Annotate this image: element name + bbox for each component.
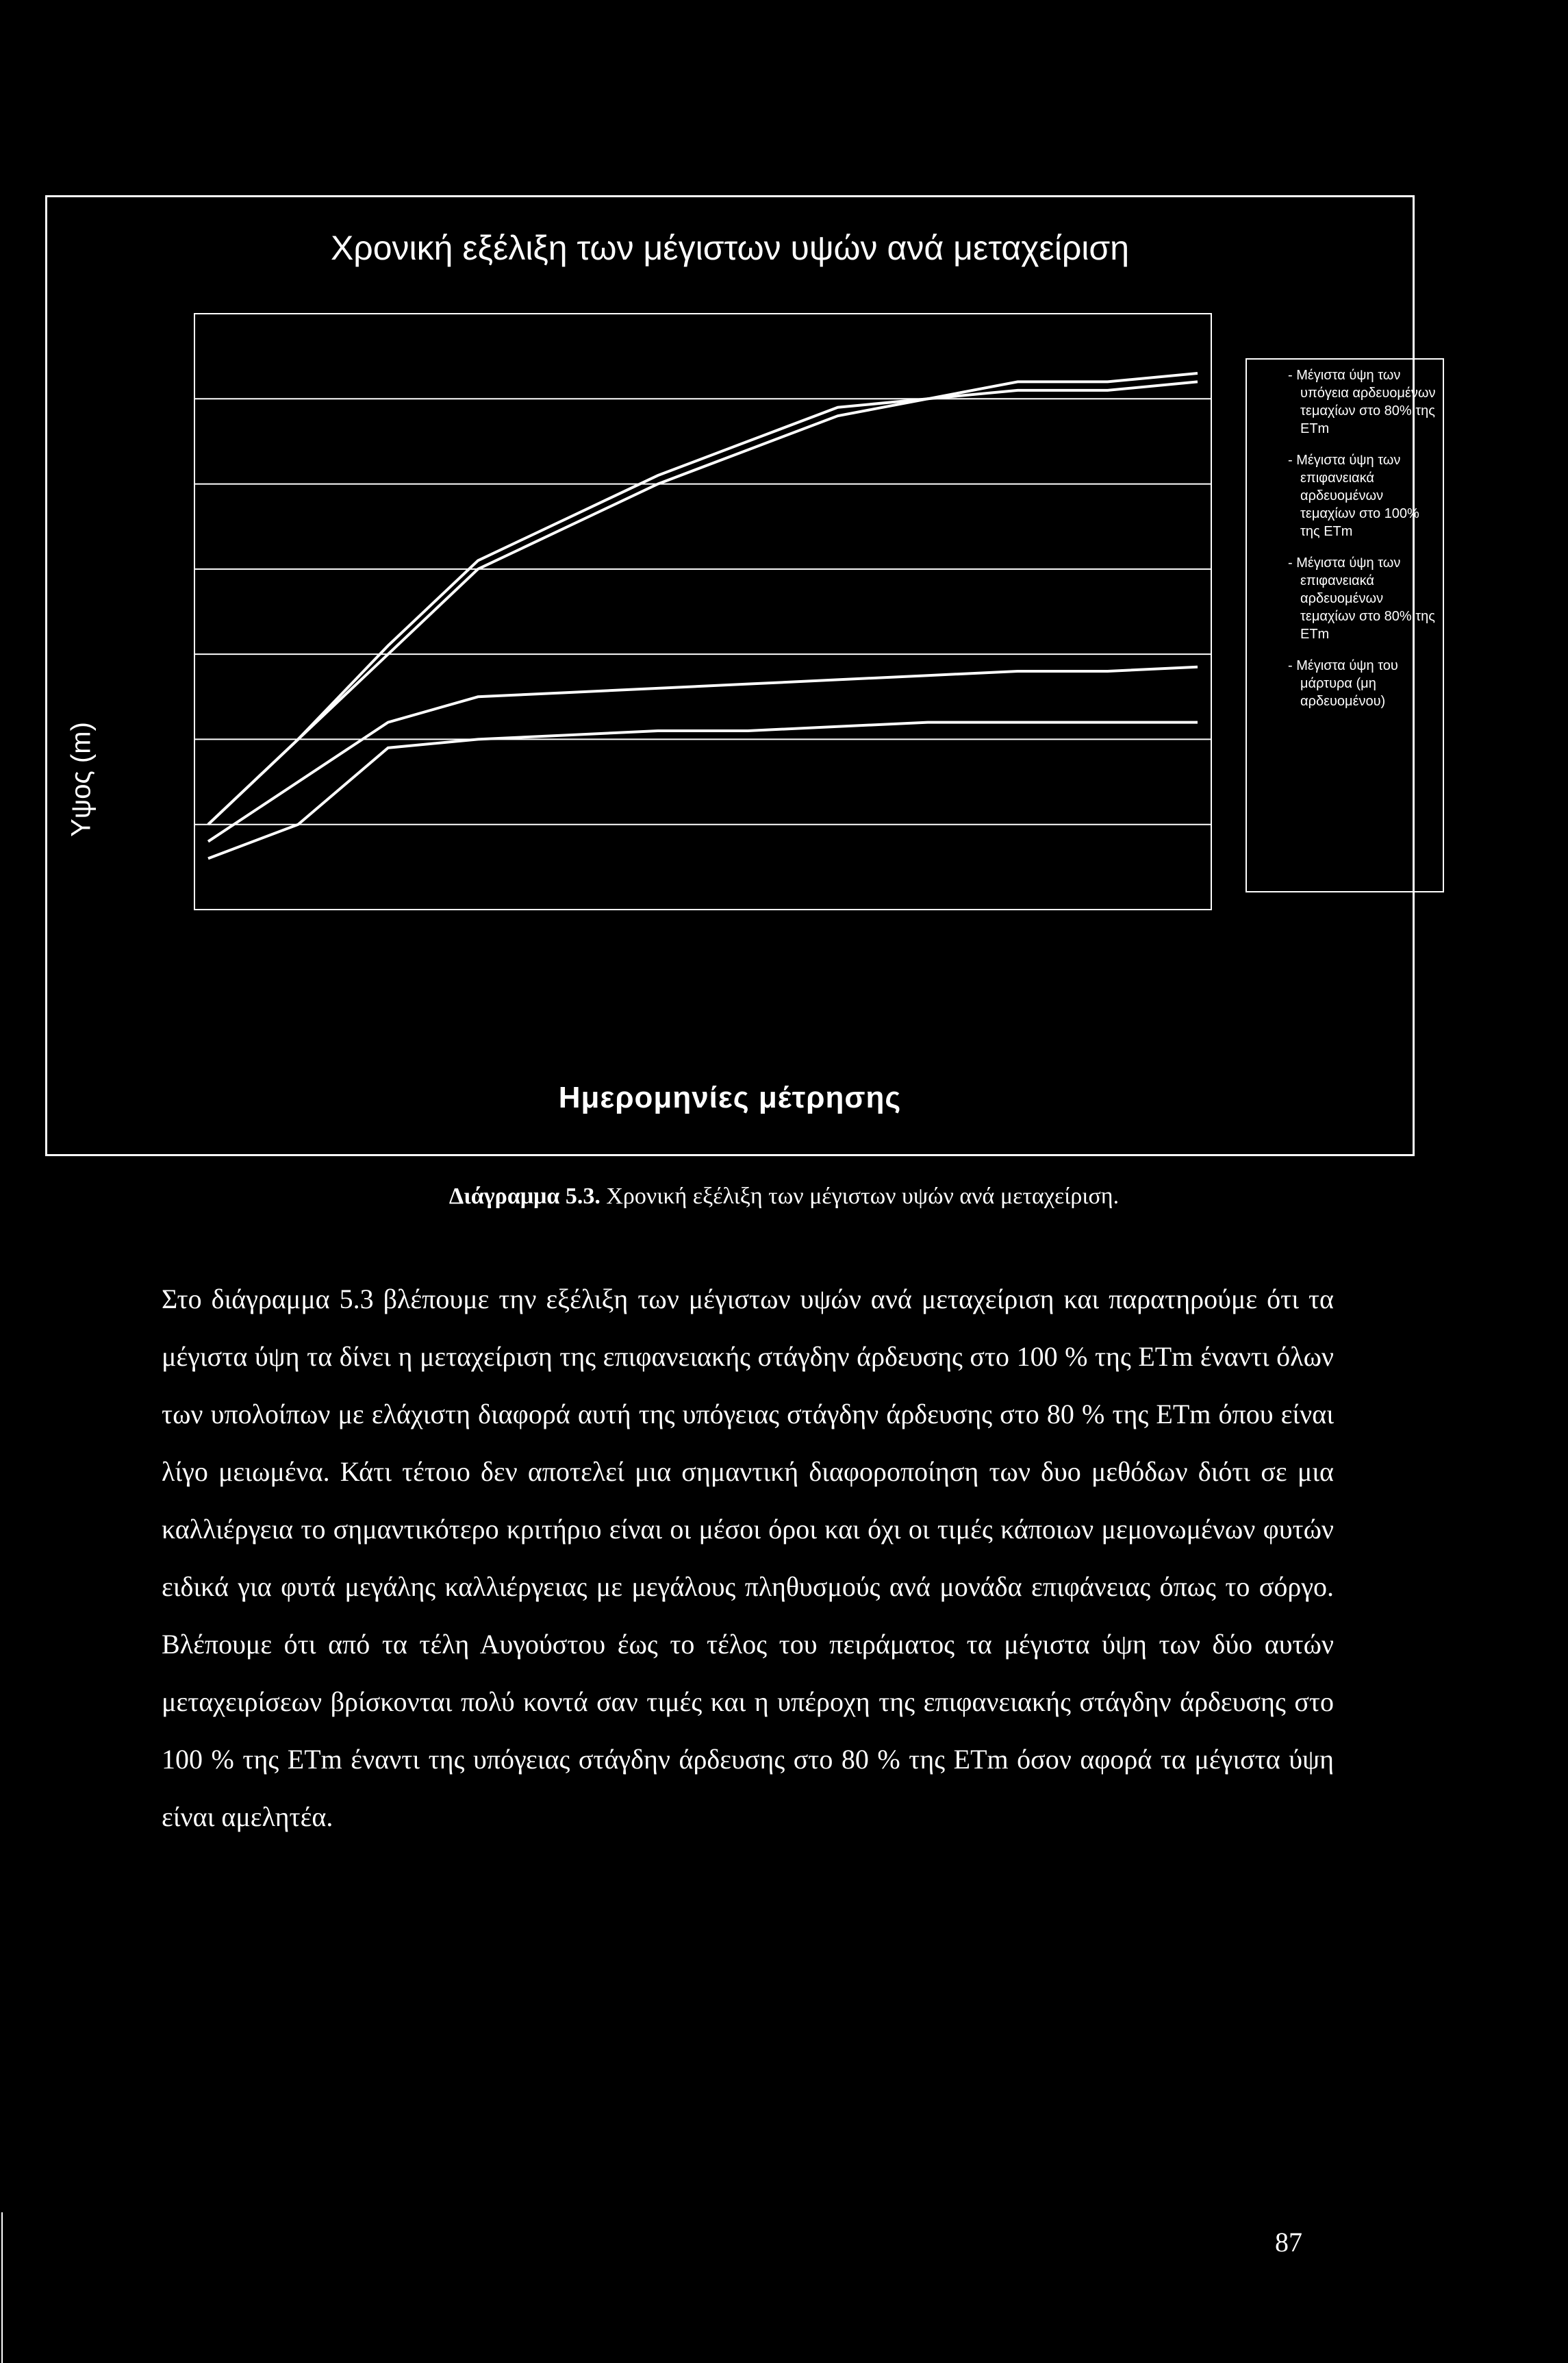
chart-title: Χρονική εξέλιξη των μέγιστων υψών ανά μεταχείριση [330, 229, 1130, 267]
series-line-1 [208, 382, 1198, 824]
legend-item-surface-80: - Μέγιστα ύψη των επιφανειακά αρδευομένων τεμαχίων στο 80% της ETm [1288, 555, 1435, 642]
series-line-2 [208, 373, 1198, 825]
x-axis-label: Ημερομηνίες μέτρησης [558, 1081, 902, 1114]
chart-frame [45, 195, 1436, 1156]
caption-label: Διάγραμμα 5.3. [448, 1184, 600, 1209]
legend-item-subsurface-80: - Μέγιστα ύψη των υπόγεια αρδευομένων τεμαχίων στο 80% της ETm [1288, 368, 1436, 436]
margin-line [1, 2212, 3, 2363]
plot-border [194, 314, 1211, 910]
legend [1245, 358, 1444, 892]
y-axis-label: Υψος (m) [66, 722, 97, 837]
body-paragraph: Στο διάγραμμα 5.3 βλέπουμε την εξέλιξη των μέγιστων υψών ανά μεταχείριση και παρατηρούμε ότι τα μέγιστα ύψη τα δίνει η μεταχείριση της επιφανειακής στάγδην άρδευσης στο 100 % της ETm έναντι όλων των υπολοίπων με ελάχιστη διαφορά αυτή της υπόγειας στάγδην άρδευσης στο 80 % της ETm όπου είναι λίγο μειωμένα. Κάτι τέτοιο δεν αποτελεί μια σημαντική διαφοροποίηση των δυο μεθόδων διότι σε μια καλλιέργεια το σημαντικότερο κριτήριο είναι οι μέσοι όροι και όχι οι τιμές κάποιων μεμονωμένων φυτών ειδικά για φυτά μεγάλης καλλιέργειας με μεγάλους πληθυσμούς ανά μονάδα επιφάνειας όπως το σόργο. Βλέπουμε ότι από τα τέλη Αυγούστου έως το τέλος του πειράματος τα μέγιστα ύψη των δύο αυτών μεταχειρίσεων βρίσκονται πολύ κοντά σαν τιμές και η υπέροχη της επιφανειακής στάγδην άρδευσης στο 100 % της ETm έναντι της υπόγειας στάγδην άρδευσης στο 80 % της ETm όσον αφορά τα μέγιστα ύψη είναι αμελητέα. [162, 1284, 1334, 1832]
legend-item-surface-100: - Μέγιστα ύψη των επιφανειακά αρδευομένων τεμαχίων στο 100% της ETm [1288, 453, 1419, 539]
page-number: 87 [1275, 2227, 1302, 2258]
plot-area [47, 197, 1413, 1154]
legend-item-control: - Μέγιστα ύψη του μάρτυρα (μη αρδευομένου) [1288, 658, 1398, 709]
caption-text: Χρονική εξέλιξη των μέγιστων υψών ανά μεταχείριση. [600, 1184, 1120, 1209]
series-line-3 [208, 667, 1198, 842]
figure-caption [0, 1184, 1568, 1210]
